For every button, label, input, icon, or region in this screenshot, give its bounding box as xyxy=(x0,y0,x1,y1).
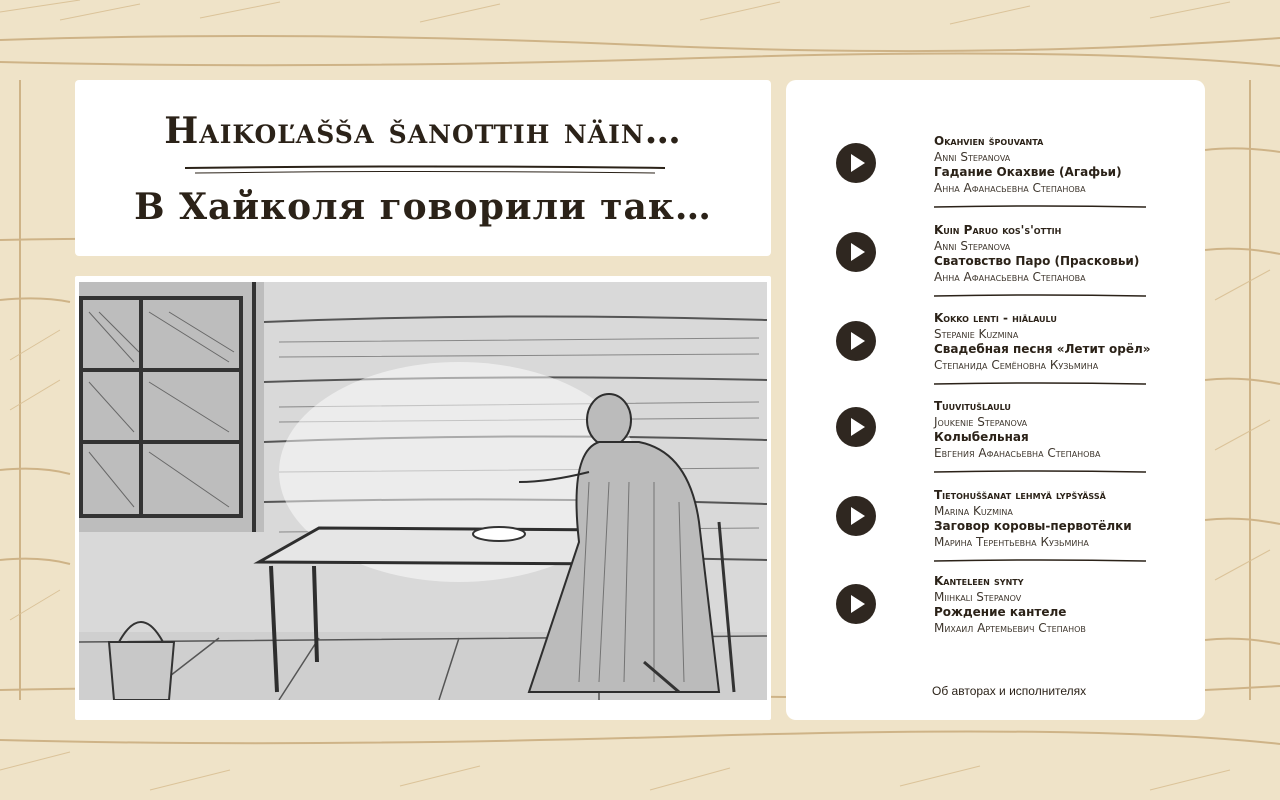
track-item[interactable] xyxy=(786,134,1205,214)
track-author-fi: Marina Kuzmina xyxy=(934,503,1013,518)
title-finnish: Haikoľaššа šanottih näin… xyxy=(164,110,682,152)
track-author-ru: Евгения Афанасьевна Степанова xyxy=(934,445,1101,460)
track-author-ru: Анна Афанасьевна Степанова xyxy=(934,269,1086,284)
track-author-fi: Joukenie Stepanova xyxy=(934,414,1028,429)
play-icon xyxy=(836,584,876,624)
track-title-ru: Сватовство Паро (Прасковьи) xyxy=(934,254,1140,268)
track-title-ru: Колыбельная xyxy=(934,430,1029,444)
track-divider xyxy=(934,381,1146,387)
track-divider xyxy=(934,558,1146,564)
track-divider xyxy=(934,204,1146,210)
track-author-ru: Марина Терентьевна Кузьмина xyxy=(934,534,1089,549)
track-title-ru: Рождение кантеле xyxy=(934,605,1067,619)
title-divider xyxy=(185,164,665,176)
about-authors-link[interactable]: Об авторах и исполнителях xyxy=(932,684,1087,698)
track-item[interactable] xyxy=(786,399,1205,479)
track-author-fi: Anni Stepanova xyxy=(934,238,1011,253)
play-button[interactable] xyxy=(836,232,876,272)
track-item[interactable] xyxy=(786,223,1205,303)
video-player[interactable] xyxy=(75,276,771,720)
track-divider xyxy=(934,469,1146,475)
play-button[interactable] xyxy=(836,321,876,361)
play-button[interactable] xyxy=(836,143,876,183)
track-author-ru: Степанида Семёновна Кузьмина xyxy=(934,357,1099,372)
play-button[interactable] xyxy=(836,584,876,624)
track-author-ru: Анна Афанасьевна Степанова xyxy=(934,180,1086,195)
track-title-ru: Гадание Окахвие (Агафьи) xyxy=(934,165,1122,179)
track-title-fi: Kanteleen synty xyxy=(934,574,1024,588)
track-title-fi: Tietohuššanat lehmyä lypšyässä xyxy=(934,488,1106,502)
track-author-fi: Anni Stepanova xyxy=(934,149,1011,164)
track-title-fi: Kuin Paruo kos's'ottih xyxy=(934,223,1062,237)
play-button[interactable] xyxy=(836,496,876,536)
sketch-illustration xyxy=(79,282,767,700)
track-title-fi: Tuuvitušlaulu xyxy=(934,399,1011,413)
play-icon xyxy=(836,407,876,447)
title-card xyxy=(75,80,771,256)
track-author-fi: Miihkali Stepanov xyxy=(934,589,1022,604)
track-divider xyxy=(934,293,1146,299)
track-item[interactable] xyxy=(786,488,1205,568)
play-icon xyxy=(836,496,876,536)
track-title-fi: Okahvien špouvanta xyxy=(934,134,1044,148)
track-title-fi: Kokko lenti - hiälaulu xyxy=(934,311,1057,325)
track-item[interactable] xyxy=(786,574,1205,654)
track-author-fi: Stepanie Kuzmina xyxy=(934,326,1019,341)
track-title-ru: Свадебная песня «Летит орёл» xyxy=(934,342,1151,356)
play-icon xyxy=(836,143,876,183)
track-item[interactable] xyxy=(786,311,1205,391)
play-button[interactable] xyxy=(836,407,876,447)
play-icon xyxy=(836,232,876,272)
play-icon xyxy=(836,321,876,361)
playlist-panel xyxy=(786,80,1205,720)
track-author-ru: Михаил Артемьевич Степанов xyxy=(934,620,1086,635)
track-title-ru: Заговор коровы-первотёлки xyxy=(934,519,1132,533)
title-russian: В Хайколя говорили так… xyxy=(134,186,712,228)
